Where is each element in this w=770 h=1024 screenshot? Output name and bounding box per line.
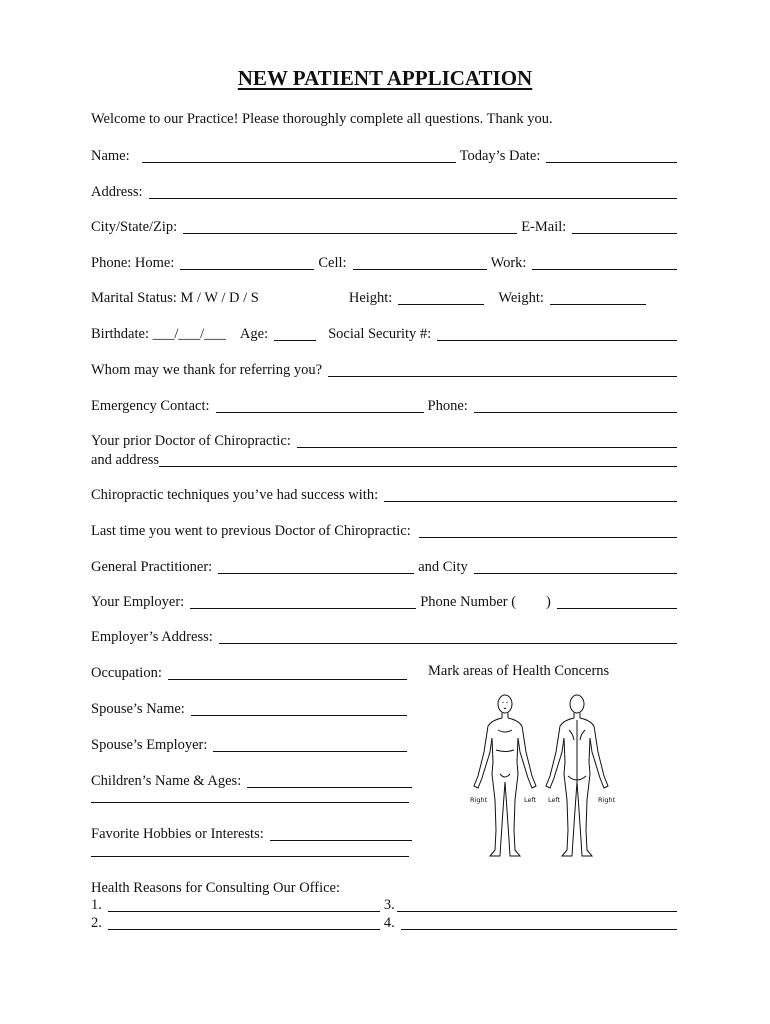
last-visit-row [91,520,681,540]
reason-4-field[interactable] [401,915,677,930]
gp-city-field[interactable] [474,559,677,574]
employer-row [91,591,681,611]
address-row [91,181,681,201]
employer-address-field[interactable] [219,629,677,644]
front-body-figure[interactable] [474,695,536,856]
gp-row [91,556,681,576]
prior-doctor-label: Your prior Doctor of Chiropractic: [91,433,291,449]
employer-address-row [91,626,681,646]
cell-phone-field[interactable] [353,255,487,270]
back-left-label: Left [548,796,561,804]
techniques-label: Chiropractic techniques you’ve had success with: [91,487,379,503]
prior-doctor-address-field[interactable] [159,452,677,467]
age-label: Age: [239,326,269,342]
spouse-employer-label: Spouse’s Employer: [91,737,208,753]
body-chart[interactable] [462,690,622,862]
name-field[interactable] [142,148,456,163]
name-row [91,145,681,165]
email-label: E-Mail: [521,219,567,235]
referral-field[interactable] [328,362,677,377]
reason-3-field[interactable] [397,897,677,912]
reason-2-label: 2. [91,915,102,931]
height-label: Height: [348,290,393,306]
occupation-label: Occupation: [91,665,162,681]
spouse-name-label: Spouse’s Name: [91,701,185,717]
occupation-field[interactable] [168,665,407,680]
last-visit-field[interactable] [419,523,677,538]
home-phone-field[interactable] [180,255,314,270]
city-state-zip-row [91,216,681,236]
home-phone-label: Phone: Home: [91,255,175,271]
techniques-field[interactable] [384,487,677,502]
employer-phone-field[interactable] [557,594,677,609]
children-row [91,770,416,790]
city-state-zip-field[interactable] [183,219,517,234]
occupation-row [91,662,411,682]
prior-doctor-address-row [91,449,681,469]
employer-label: Your Employer: [91,594,185,610]
emergency-contact-field[interactable] [216,398,424,413]
hobbies-field-extra-line[interactable] [91,856,409,857]
employer-phone-label: Phone Number ( [420,594,517,610]
ssn-field[interactable] [437,326,677,341]
address-field[interactable] [149,184,677,199]
birthdate-row [91,323,681,343]
marital-status-label[interactable]: Marital Status: M / W / D / S [91,290,259,306]
employer-address-label: Employer’s Address: [91,629,213,645]
employer-phone-close: ) [546,594,551,610]
spouse-name-row [91,698,411,718]
children-field-extra-line[interactable] [91,802,409,803]
gp-field[interactable] [218,559,414,574]
back-body-figure[interactable] [546,695,608,856]
hobbies-row [91,823,416,843]
reason-3-label: 3. [383,897,395,913]
children-field[interactable] [247,773,412,788]
todays-date-field[interactable] [546,148,677,163]
prior-doctor-row [91,430,681,450]
prior-doctor-field[interactable] [297,433,677,448]
gp-label: General Practitioner: [91,559,213,575]
health-concerns-label: Mark areas of Health Concerns [428,663,610,679]
form-title: NEW PATIENT APPLICATION [237,66,533,90]
todays-date-label: Today’s Date: [459,148,541,164]
email-field[interactable] [572,219,677,234]
health-reasons-row-1 [91,894,681,914]
emergency-contact-row [91,395,681,415]
reason-2-field[interactable] [108,915,380,930]
cell-phone-label: Cell: [318,255,347,271]
techniques-row [91,484,681,504]
spouse-employer-row [91,734,411,754]
height-field[interactable] [398,290,484,305]
address-label: Address: [91,184,143,200]
hobbies-label: Favorite Hobbies or Interests: [91,826,264,842]
gp-city-label: and City [418,559,468,575]
weight-field[interactable] [550,290,646,305]
health-reasons-row-2 [91,912,681,932]
emergency-phone-label: Phone: [427,398,468,414]
phone-row [91,252,681,272]
birthdate-label[interactable]: Birthdate: ___/___/___ [91,326,226,342]
children-label: Children’s Name & Ages: [91,773,242,789]
back-right-label: Right [598,796,616,804]
last-visit-label: Last time you went to previous Doctor of Chiropractic: [91,523,411,539]
front-right-label: Right [470,796,488,804]
prior-doctor-address-label: and address [91,452,160,468]
hobbies-field[interactable] [270,826,412,841]
reason-1-label: 1. [91,897,102,913]
spouse-employer-field[interactable] [213,737,407,752]
weight-label: Weight: [498,290,544,306]
intro-text: Welcome to our Practice! Please thoroughly complete all questions. Thank you. [91,111,553,127]
ssn-label: Social Security #: [328,326,432,342]
name-label: Name: [91,148,130,164]
reason-1-field[interactable] [108,897,380,912]
referral-row [91,359,681,379]
emergency-phone-field[interactable] [474,398,677,413]
front-left-label: Left [524,796,537,804]
spouse-name-field[interactable] [191,701,407,716]
employer-field[interactable] [190,594,416,609]
referral-label: Whom may we thank for referring you? [91,362,323,378]
health-reasons-label: Health Reasons for Consulting Our Office: [91,880,341,896]
age-field[interactable] [274,326,316,341]
city-state-zip-label: City/State/Zip: [91,219,178,235]
marital-row [91,287,681,307]
reason-4-label: 4. [383,915,395,931]
work-phone-field[interactable] [532,255,677,270]
emergency-contact-label: Emergency Contact: [91,398,210,414]
work-phone-label: Work: [490,255,527,271]
